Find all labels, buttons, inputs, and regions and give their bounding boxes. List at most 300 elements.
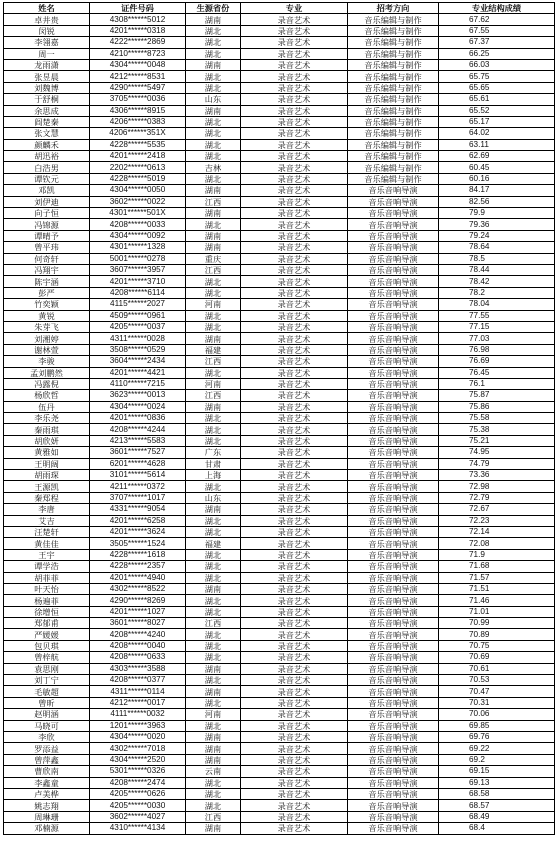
table-row bbox=[4, 378, 555, 389]
cell-score: 68.49 bbox=[439, 811, 555, 822]
cell-name: 姚志翔 bbox=[4, 800, 90, 811]
cell-id-number: 4310******4134 bbox=[90, 823, 186, 834]
cell-province: 湖北 bbox=[186, 128, 241, 139]
cell-province: 上海 bbox=[186, 470, 241, 481]
cell-id-number: 3604******2434 bbox=[90, 356, 186, 367]
cell-major: 录音艺术 bbox=[241, 526, 348, 537]
cell-direction: 音乐音响导演 bbox=[348, 367, 439, 378]
cell-province: 湖北 bbox=[186, 287, 241, 298]
table-row bbox=[4, 356, 555, 367]
cell-direction: 音乐音响导演 bbox=[348, 811, 439, 822]
table-row bbox=[4, 230, 555, 241]
cell-id-number: 4304******2520 bbox=[90, 754, 186, 765]
table-row bbox=[4, 652, 555, 663]
cell-name: 胡菲菲 bbox=[4, 572, 90, 583]
table-row bbox=[4, 572, 555, 583]
cell-name: 孟刘鹏然 bbox=[4, 367, 90, 378]
table-row bbox=[4, 538, 555, 549]
cell-id-number: 4208******0377 bbox=[90, 675, 186, 686]
cell-id-number: 4208******0040 bbox=[90, 640, 186, 651]
cell-major: 录音艺术 bbox=[241, 196, 348, 207]
cell-score: 70.89 bbox=[439, 629, 555, 640]
cell-province: 湖南 bbox=[186, 208, 241, 219]
table-row bbox=[4, 618, 555, 629]
header-province: 生源省份 bbox=[186, 3, 241, 14]
cell-id-number: 4304******0050 bbox=[90, 185, 186, 196]
cell-major: 录音艺术 bbox=[241, 94, 348, 105]
cell-name: 于舒桐 bbox=[4, 94, 90, 105]
cell-major: 录音艺术 bbox=[241, 424, 348, 435]
cell-score: 70.69 bbox=[439, 652, 555, 663]
cell-id-number: 4301******501X bbox=[90, 208, 186, 219]
cell-score: 79.36 bbox=[439, 219, 555, 230]
cell-score: 69.2 bbox=[439, 754, 555, 765]
cell-major: 录音艺术 bbox=[241, 549, 348, 560]
cell-province: 湖北 bbox=[186, 82, 241, 93]
cell-direction: 音乐编辑与制作 bbox=[348, 14, 439, 25]
cell-name: 赵明涵 bbox=[4, 709, 90, 720]
table-row bbox=[4, 25, 555, 36]
cell-name: 黄雅如 bbox=[4, 447, 90, 458]
cell-province: 湖南 bbox=[186, 754, 241, 765]
cell-id-number: 4201******6258 bbox=[90, 515, 186, 526]
cell-direction: 音乐音响导演 bbox=[348, 219, 439, 230]
cell-score: 74.79 bbox=[439, 458, 555, 469]
cell-name: 邓凯 bbox=[4, 185, 90, 196]
cell-direction: 音乐音响导演 bbox=[348, 242, 439, 253]
cell-major: 录音艺术 bbox=[241, 185, 348, 196]
cell-major: 录音艺术 bbox=[241, 367, 348, 378]
header-id-number: 证件号码 bbox=[90, 3, 186, 14]
cell-direction: 音乐编辑与制作 bbox=[348, 162, 439, 173]
cell-id-number: 4311******0028 bbox=[90, 333, 186, 344]
cell-id-number: 3505******1524 bbox=[90, 538, 186, 549]
cell-id-number: 4302******7018 bbox=[90, 743, 186, 754]
cell-major: 录音艺术 bbox=[241, 732, 348, 743]
cell-id-number: 4228******5535 bbox=[90, 139, 186, 150]
cell-province: 湖北 bbox=[186, 435, 241, 446]
cell-direction: 音乐音响导演 bbox=[348, 640, 439, 651]
cell-province: 江西 bbox=[186, 356, 241, 367]
cell-score: 63.11 bbox=[439, 139, 555, 150]
cell-direction: 音乐编辑与制作 bbox=[348, 37, 439, 48]
cell-province: 江西 bbox=[186, 264, 241, 275]
cell-score: 82.56 bbox=[439, 196, 555, 207]
cell-name: 秦雨琪 bbox=[4, 424, 90, 435]
cell-direction: 音乐音响导演 bbox=[348, 777, 439, 788]
cell-direction: 音乐音响导演 bbox=[348, 538, 439, 549]
cell-score: 78.64 bbox=[439, 242, 555, 253]
cell-score: 75.86 bbox=[439, 401, 555, 412]
cell-major: 录音艺术 bbox=[241, 675, 348, 686]
cell-direction: 音乐音响导演 bbox=[348, 424, 439, 435]
cell-name: 彭严 bbox=[4, 287, 90, 298]
cell-province: 湖北 bbox=[186, 629, 241, 640]
cell-direction: 音乐音响导演 bbox=[348, 264, 439, 275]
cell-province: 湖北 bbox=[186, 276, 241, 287]
cell-major: 录音艺术 bbox=[241, 686, 348, 697]
table-row bbox=[4, 720, 555, 731]
table-row bbox=[4, 823, 555, 834]
table-row bbox=[4, 253, 555, 264]
table-row bbox=[4, 788, 555, 799]
cell-province: 湖南 bbox=[186, 663, 241, 674]
cell-major: 录音艺术 bbox=[241, 515, 348, 526]
cell-id-number: 4301******1328 bbox=[90, 242, 186, 253]
cell-direction: 音乐音响导演 bbox=[348, 800, 439, 811]
cell-major: 录音艺术 bbox=[241, 811, 348, 822]
cell-province: 吉林 bbox=[186, 162, 241, 173]
cell-score: 72.79 bbox=[439, 492, 555, 503]
cell-name: 颜麟禾 bbox=[4, 139, 90, 150]
table-row bbox=[4, 640, 555, 651]
cell-province: 河南 bbox=[186, 299, 241, 310]
cell-province: 湖南 bbox=[186, 686, 241, 697]
cell-province: 湖南 bbox=[186, 504, 241, 515]
cell-direction: 音乐音响导演 bbox=[348, 788, 439, 799]
cell-direction: 音乐编辑与制作 bbox=[348, 173, 439, 184]
cell-score: 71.51 bbox=[439, 583, 555, 594]
cell-direction: 音乐音响导演 bbox=[348, 458, 439, 469]
table-row bbox=[4, 116, 555, 127]
cell-province: 湖北 bbox=[186, 640, 241, 651]
cell-name: 艾吉 bbox=[4, 515, 90, 526]
cell-id-number: 3705******0036 bbox=[90, 94, 186, 105]
cell-name: 王明阔 bbox=[4, 458, 90, 469]
cell-name: 邓楠源 bbox=[4, 823, 90, 834]
header-score: 专业结构成绩 bbox=[439, 3, 555, 14]
cell-score: 62.69 bbox=[439, 151, 555, 162]
table-row bbox=[4, 697, 555, 708]
table-row bbox=[4, 105, 555, 116]
cell-name: 闵锐 bbox=[4, 25, 90, 36]
cell-name: 秦郑程 bbox=[4, 492, 90, 503]
cell-major: 录音艺术 bbox=[241, 299, 348, 310]
cell-direction: 音乐音响导演 bbox=[348, 492, 439, 503]
cell-major: 录音艺术 bbox=[241, 766, 348, 777]
cell-score: 70.06 bbox=[439, 709, 555, 720]
table-row bbox=[4, 424, 555, 435]
cell-id-number: 4213******5583 bbox=[90, 435, 186, 446]
cell-score: 71.68 bbox=[439, 561, 555, 572]
cell-name: 竹奕颖 bbox=[4, 299, 90, 310]
cell-direction: 音乐编辑与制作 bbox=[348, 128, 439, 139]
cell-id-number: 4208******0633 bbox=[90, 652, 186, 663]
cell-score: 77.03 bbox=[439, 333, 555, 344]
cell-score: 70.99 bbox=[439, 618, 555, 629]
cell-major: 录音艺术 bbox=[241, 310, 348, 321]
cell-major: 录音艺术 bbox=[241, 777, 348, 788]
cell-name: 汪楚轩 bbox=[4, 526, 90, 537]
table-row bbox=[4, 59, 555, 70]
cell-name: 胡欣妍 bbox=[4, 435, 90, 446]
cell-province: 湖北 bbox=[186, 526, 241, 537]
cell-major: 录音艺术 bbox=[241, 583, 348, 594]
cell-name: 冯露倪 bbox=[4, 378, 90, 389]
cell-id-number: 4304******0020 bbox=[90, 732, 186, 743]
cell-score: 75.58 bbox=[439, 413, 555, 424]
cell-name: 黄佳佳 bbox=[4, 538, 90, 549]
cell-province: 湖北 bbox=[186, 37, 241, 48]
cell-name: 曹欣南 bbox=[4, 766, 90, 777]
cell-direction: 音乐编辑与制作 bbox=[348, 71, 439, 82]
cell-province: 湖北 bbox=[186, 606, 241, 617]
cell-name: 伍丹 bbox=[4, 401, 90, 412]
cell-score: 64.02 bbox=[439, 128, 555, 139]
cell-id-number: 3101******5614 bbox=[90, 470, 186, 481]
cell-name: 胡雨琛 bbox=[4, 470, 90, 481]
cell-score: 72.67 bbox=[439, 504, 555, 515]
cell-province: 湖北 bbox=[186, 720, 241, 731]
cell-direction: 音乐音响导演 bbox=[348, 583, 439, 594]
cell-score: 75.38 bbox=[439, 424, 555, 435]
cell-major: 录音艺术 bbox=[241, 572, 348, 583]
cell-score: 72.98 bbox=[439, 481, 555, 492]
cell-score: 76.69 bbox=[439, 356, 555, 367]
cell-direction: 音乐音响导演 bbox=[348, 310, 439, 321]
cell-province: 湖北 bbox=[186, 116, 241, 127]
header-row bbox=[4, 3, 555, 14]
table-row bbox=[4, 321, 555, 332]
cell-direction: 音乐编辑与制作 bbox=[348, 151, 439, 162]
cell-score: 71.57 bbox=[439, 572, 555, 583]
cell-direction: 音乐音响导演 bbox=[348, 185, 439, 196]
cell-id-number: 4304******0092 bbox=[90, 230, 186, 241]
cell-score: 70.47 bbox=[439, 686, 555, 697]
cell-direction: 音乐音响导演 bbox=[348, 732, 439, 743]
cell-direction: 音乐音响导演 bbox=[348, 663, 439, 674]
cell-direction: 音乐编辑与制作 bbox=[348, 48, 439, 59]
cell-name: 李鑫童 bbox=[4, 777, 90, 788]
cell-province: 湖北 bbox=[186, 561, 241, 572]
cell-id-number: 4111******0032 bbox=[90, 709, 186, 720]
cell-direction: 音乐音响导演 bbox=[348, 720, 439, 731]
table-row bbox=[4, 732, 555, 743]
cell-province: 湖北 bbox=[186, 219, 241, 230]
cell-major: 录音艺术 bbox=[241, 606, 348, 617]
table-row bbox=[4, 606, 555, 617]
cell-province: 湖南 bbox=[186, 583, 241, 594]
cell-major: 录音艺术 bbox=[241, 253, 348, 264]
cell-province: 湖南 bbox=[186, 333, 241, 344]
cell-province: 重庆 bbox=[186, 253, 241, 264]
table-row bbox=[4, 766, 555, 777]
cell-major: 录音艺术 bbox=[241, 720, 348, 731]
cell-direction: 音乐音响导演 bbox=[348, 675, 439, 686]
cell-score: 65.17 bbox=[439, 116, 555, 127]
cell-major: 录音艺术 bbox=[241, 618, 348, 629]
cell-direction: 音乐音响导演 bbox=[348, 754, 439, 765]
cell-major: 录音艺术 bbox=[241, 378, 348, 389]
cell-id-number: 4222******2869 bbox=[90, 37, 186, 48]
cell-direction: 音乐音响导演 bbox=[348, 572, 439, 583]
table-row bbox=[4, 139, 555, 150]
cell-name: 黄锐 bbox=[4, 310, 90, 321]
table-row bbox=[4, 264, 555, 275]
cell-province: 湖北 bbox=[186, 321, 241, 332]
cell-direction: 音乐音响导演 bbox=[348, 481, 439, 492]
cell-score: 70.61 bbox=[439, 663, 555, 674]
cell-name: 袁思刚 bbox=[4, 663, 90, 674]
cell-name: 朱芽飞 bbox=[4, 321, 90, 332]
table-row bbox=[4, 128, 555, 139]
table-row bbox=[4, 208, 555, 219]
cell-score: 76.1 bbox=[439, 378, 555, 389]
table-row bbox=[4, 173, 555, 184]
cell-major: 录音艺术 bbox=[241, 321, 348, 332]
cell-direction: 音乐音响导演 bbox=[348, 356, 439, 367]
cell-score: 79.9 bbox=[439, 208, 555, 219]
cell-direction: 音乐音响导演 bbox=[348, 686, 439, 697]
cell-score: 65.65 bbox=[439, 82, 555, 93]
cell-direction: 音乐音响导演 bbox=[348, 435, 439, 446]
cell-name: 周一 bbox=[4, 48, 90, 59]
table-row bbox=[4, 276, 555, 287]
cell-id-number: 4208******4240 bbox=[90, 629, 186, 640]
table-row bbox=[4, 504, 555, 515]
cell-id-number: 4110******7215 bbox=[90, 378, 186, 389]
table-row bbox=[4, 71, 555, 82]
table-row bbox=[4, 515, 555, 526]
cell-direction: 音乐音响导演 bbox=[348, 378, 439, 389]
cell-major: 录音艺术 bbox=[241, 14, 348, 25]
cell-id-number: 4302******8522 bbox=[90, 583, 186, 594]
cell-score: 78.2 bbox=[439, 287, 555, 298]
cell-name: 曾平玮 bbox=[4, 242, 90, 253]
cell-name: 谢林萱 bbox=[4, 344, 90, 355]
cell-major: 录音艺术 bbox=[241, 561, 348, 572]
cell-province: 湖南 bbox=[186, 242, 241, 253]
cell-id-number: 4205******0037 bbox=[90, 321, 186, 332]
cell-name: 严媛媛 bbox=[4, 629, 90, 640]
cell-score: 60.45 bbox=[439, 162, 555, 173]
cell-id-number: 4311******0114 bbox=[90, 686, 186, 697]
cell-major: 录音艺术 bbox=[241, 447, 348, 458]
table-row bbox=[4, 561, 555, 572]
cell-id-number: 4115******2027 bbox=[90, 299, 186, 310]
table-row bbox=[4, 162, 555, 173]
cell-id-number: 4212******8531 bbox=[90, 71, 186, 82]
cell-score: 84.17 bbox=[439, 185, 555, 196]
cell-province: 湖北 bbox=[186, 788, 241, 799]
table-row bbox=[4, 401, 555, 412]
cell-major: 录音艺术 bbox=[241, 401, 348, 412]
header-name: 姓名 bbox=[4, 3, 90, 14]
cell-name: 刘湘婷 bbox=[4, 333, 90, 344]
cell-name: 谭钦元 bbox=[4, 173, 90, 184]
cell-major: 录音艺术 bbox=[241, 333, 348, 344]
cell-name: 谭晴予 bbox=[4, 230, 90, 241]
cell-name: 卢美桦 bbox=[4, 788, 90, 799]
cell-score: 65.52 bbox=[439, 105, 555, 116]
cell-major: 录音艺术 bbox=[241, 788, 348, 799]
cell-province: 湖南 bbox=[186, 105, 241, 116]
cell-score: 70.53 bbox=[439, 675, 555, 686]
cell-score: 70.75 bbox=[439, 640, 555, 651]
cell-direction: 音乐音响导演 bbox=[348, 196, 439, 207]
cell-major: 录音艺术 bbox=[241, 116, 348, 127]
cell-direction: 音乐编辑与制作 bbox=[348, 82, 439, 93]
table-row bbox=[4, 583, 555, 594]
cell-id-number: 3602******0022 bbox=[90, 196, 186, 207]
score-table bbox=[3, 2, 555, 835]
table-row bbox=[4, 629, 555, 640]
cell-province: 山东 bbox=[186, 492, 241, 503]
cell-id-number: 3607******3957 bbox=[90, 264, 186, 275]
cell-province: 江西 bbox=[186, 811, 241, 822]
cell-id-number: 4201******0836 bbox=[90, 413, 186, 424]
cell-province: 江西 bbox=[186, 618, 241, 629]
cell-major: 录音艺术 bbox=[241, 264, 348, 275]
cell-direction: 音乐编辑与制作 bbox=[348, 139, 439, 150]
cell-direction: 音乐音响导演 bbox=[348, 652, 439, 663]
table-header bbox=[4, 3, 555, 14]
cell-province: 湖北 bbox=[186, 572, 241, 583]
cell-id-number: 3508******0529 bbox=[90, 344, 186, 355]
cell-id-number: 3601******8027 bbox=[90, 618, 186, 629]
cell-province: 湖北 bbox=[186, 595, 241, 606]
cell-province: 湖北 bbox=[186, 48, 241, 59]
cell-name: 张文慧 bbox=[4, 128, 90, 139]
cell-score: 77.55 bbox=[439, 310, 555, 321]
cell-id-number: 4205******0030 bbox=[90, 800, 186, 811]
cell-direction: 音乐音响导演 bbox=[348, 253, 439, 264]
cell-major: 录音艺术 bbox=[241, 105, 348, 116]
cell-score: 71.01 bbox=[439, 606, 555, 617]
cell-name: 杨欣哲 bbox=[4, 390, 90, 401]
cell-name: 郑郁甫 bbox=[4, 618, 90, 629]
cell-score: 65.75 bbox=[439, 71, 555, 82]
cell-name: 何奇轩 bbox=[4, 253, 90, 264]
cell-province: 甘肃 bbox=[186, 458, 241, 469]
cell-province: 广东 bbox=[186, 447, 241, 458]
cell-id-number: 4201******2418 bbox=[90, 151, 186, 162]
cell-score: 66.03 bbox=[439, 59, 555, 70]
cell-score: 60.16 bbox=[439, 173, 555, 184]
cell-score: 78.44 bbox=[439, 264, 555, 275]
cell-score: 70.31 bbox=[439, 697, 555, 708]
cell-major: 录音艺术 bbox=[241, 208, 348, 219]
cell-direction: 音乐音响导演 bbox=[348, 823, 439, 834]
header-major: 专业 bbox=[241, 3, 348, 14]
cell-province: 湖北 bbox=[186, 71, 241, 82]
cell-name: 李唐 bbox=[4, 504, 90, 515]
cell-direction: 音乐音响导演 bbox=[348, 344, 439, 355]
cell-name: 曾萍鑫 bbox=[4, 754, 90, 765]
cell-id-number: 4308******5012 bbox=[90, 14, 186, 25]
cell-province: 湖北 bbox=[186, 481, 241, 492]
cell-province: 山东 bbox=[186, 94, 241, 105]
cell-direction: 音乐编辑与制作 bbox=[348, 25, 439, 36]
cell-direction: 音乐编辑与制作 bbox=[348, 94, 439, 105]
table-row bbox=[4, 94, 555, 105]
cell-province: 湖南 bbox=[186, 14, 241, 25]
cell-id-number: 5001******0278 bbox=[90, 253, 186, 264]
cell-id-number: 3601******7527 bbox=[90, 447, 186, 458]
cell-direction: 音乐音响导演 bbox=[348, 595, 439, 606]
table-row bbox=[4, 413, 555, 424]
table-row bbox=[4, 333, 555, 344]
cell-name: 罗添益 bbox=[4, 743, 90, 754]
cell-province: 湖北 bbox=[186, 25, 241, 36]
cell-score: 79.24 bbox=[439, 230, 555, 241]
cell-id-number: 4205******0626 bbox=[90, 788, 186, 799]
table-row bbox=[4, 435, 555, 446]
cell-id-number: 4306******8915 bbox=[90, 105, 186, 116]
cell-name: 白浩男 bbox=[4, 162, 90, 173]
table-row bbox=[4, 447, 555, 458]
cell-id-number: 4303******3588 bbox=[90, 663, 186, 674]
